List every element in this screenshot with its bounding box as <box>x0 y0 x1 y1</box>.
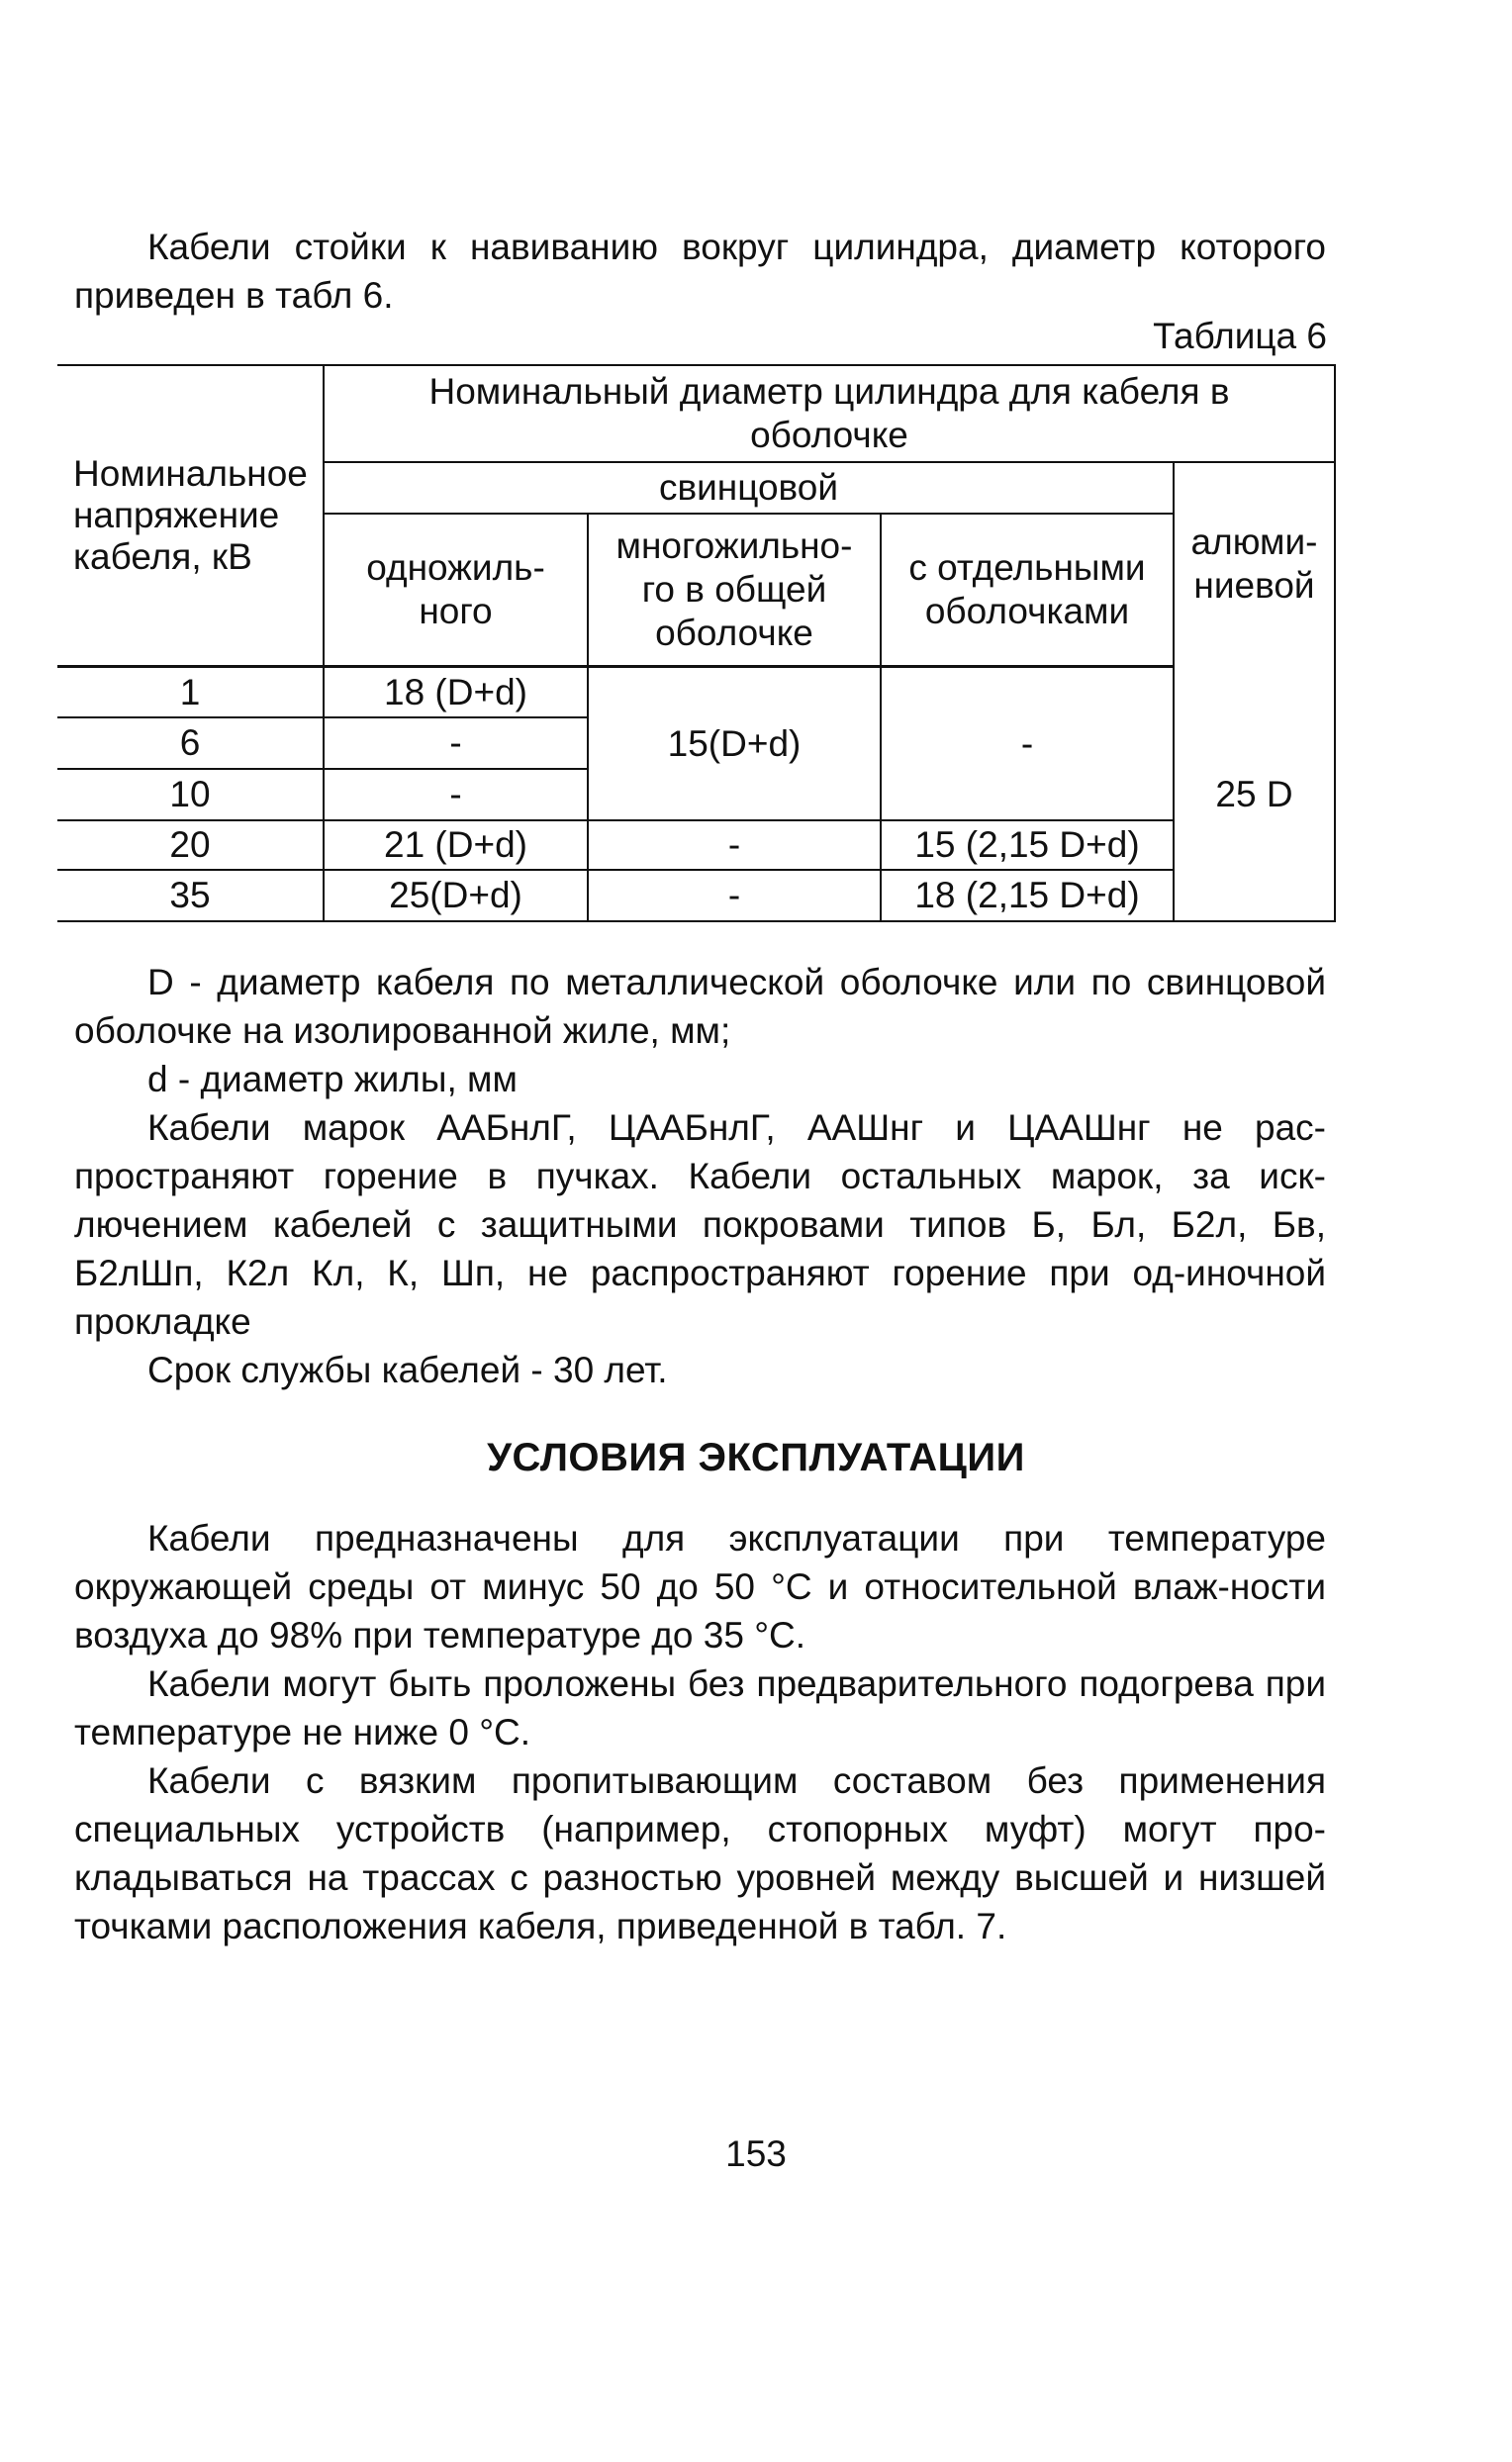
row-5-multi: - <box>727 875 741 915</box>
header-lead: свинцовой <box>658 467 839 508</box>
note-d <box>74 1055 1326 1103</box>
section-paragraph-1 <box>74 1514 1326 1659</box>
section-paragraph-2 <box>74 1659 1326 1756</box>
note-fire-text: Кабели марок ААБнлГ, ЦААБнлГ, ААШнг и ЦААШнг не рас-пространяют горение в пучках. Кабели остальных марок, за иск-лючением кабелей с защитными покровами типов Б, Бл, Б2л, Бв, Б2лШп, К2л Кл, К, Шп, не распространяют горение при од-иночной прокладке <box>74 1107 1326 1342</box>
note-D <box>74 958 1326 1055</box>
merged-aluminum: 25 D <box>1215 773 1293 814</box>
note-service <box>74 1346 1326 1394</box>
row-2-voltage: 6 <box>179 722 201 763</box>
note-service-text: Срок службы кабелей - 30 лет. <box>147 1350 668 1390</box>
intro-paragraph <box>74 223 1326 320</box>
cylinder-diameter-table <box>57 364 1336 922</box>
note-d-text: d - диаметр жилы, мм <box>147 1059 518 1099</box>
row-1-single: 18 (D+d) <box>384 671 527 712</box>
section-title: УСЛОВИЯ ЭКСПЛУАТАЦИИ <box>487 1436 1025 1479</box>
page-number: 153 <box>725 2133 787 2174</box>
header-diameter: Номинальный диаметр цилиндра для кабеля в оболочке <box>428 371 1230 455</box>
note-D-text: D - диаметр кабеля по металлической оболочке или по свинцовой оболочке на изолированной жиле, мм; <box>74 962 1326 1051</box>
row-5-single: 25(D+d) <box>389 875 522 915</box>
header-single-core: одножиль-ного <box>366 547 545 631</box>
header-voltage: Номинальное напряжение кабеля, кВ <box>73 453 308 577</box>
section-paragraph-1-text: Кабели предназначены для эксплуатации при температуре окружающей среды от минус 50 до 50 °С и относительной влаж-ности воздуха до 98% при температуре до 35 °С. <box>74 1518 1326 1656</box>
row-4-voltage: 20 <box>169 824 211 865</box>
header-separate-sheaths: с отдельными оболочками <box>908 547 1146 631</box>
row-4-multi: - <box>727 824 741 865</box>
row-2-single: - <box>449 722 462 763</box>
row-4-single: 21 (D+d) <box>384 824 527 865</box>
row-3-single: - <box>449 774 462 814</box>
row-5-voltage: 35 <box>169 875 211 915</box>
row-1-voltage: 1 <box>179 671 201 712</box>
section-paragraph-2-text: Кабели могут быть проложены без предварительного подогрева при температуре не ниже 0 °С. <box>74 1663 1326 1752</box>
row-5-separate: 18 (2,15 D+d) <box>914 875 1140 915</box>
header-aluminum: алюми-ниевой <box>1190 521 1318 606</box>
row-3-voltage: 10 <box>169 774 211 814</box>
section-paragraph-3 <box>74 1756 1326 1950</box>
merged-separate: - <box>1020 722 1034 764</box>
intro-text: Кабели стойки к навиванию вокруг цилиндра, диаметр которого приведен в табл 6. <box>74 227 1326 316</box>
table-caption: Таблица 6 <box>1153 316 1327 356</box>
header-multi-core: многожильно-го в общей оболочке <box>615 525 853 653</box>
section-paragraph-3-text: Кабели с вязким пропитывающим составом без применения специальных устройств (например, стопорных муфт) могут про-кладываться на трассах с разностью уровней между высшей и низшей точками расположения кабеля, приведенной в табл. 7. <box>74 1760 1326 1946</box>
row-4-separate: 15 (2,15 D+d) <box>914 824 1140 865</box>
note-fire <box>74 1103 1326 1346</box>
merged-multi-core: 15(D+d) <box>667 722 802 764</box>
